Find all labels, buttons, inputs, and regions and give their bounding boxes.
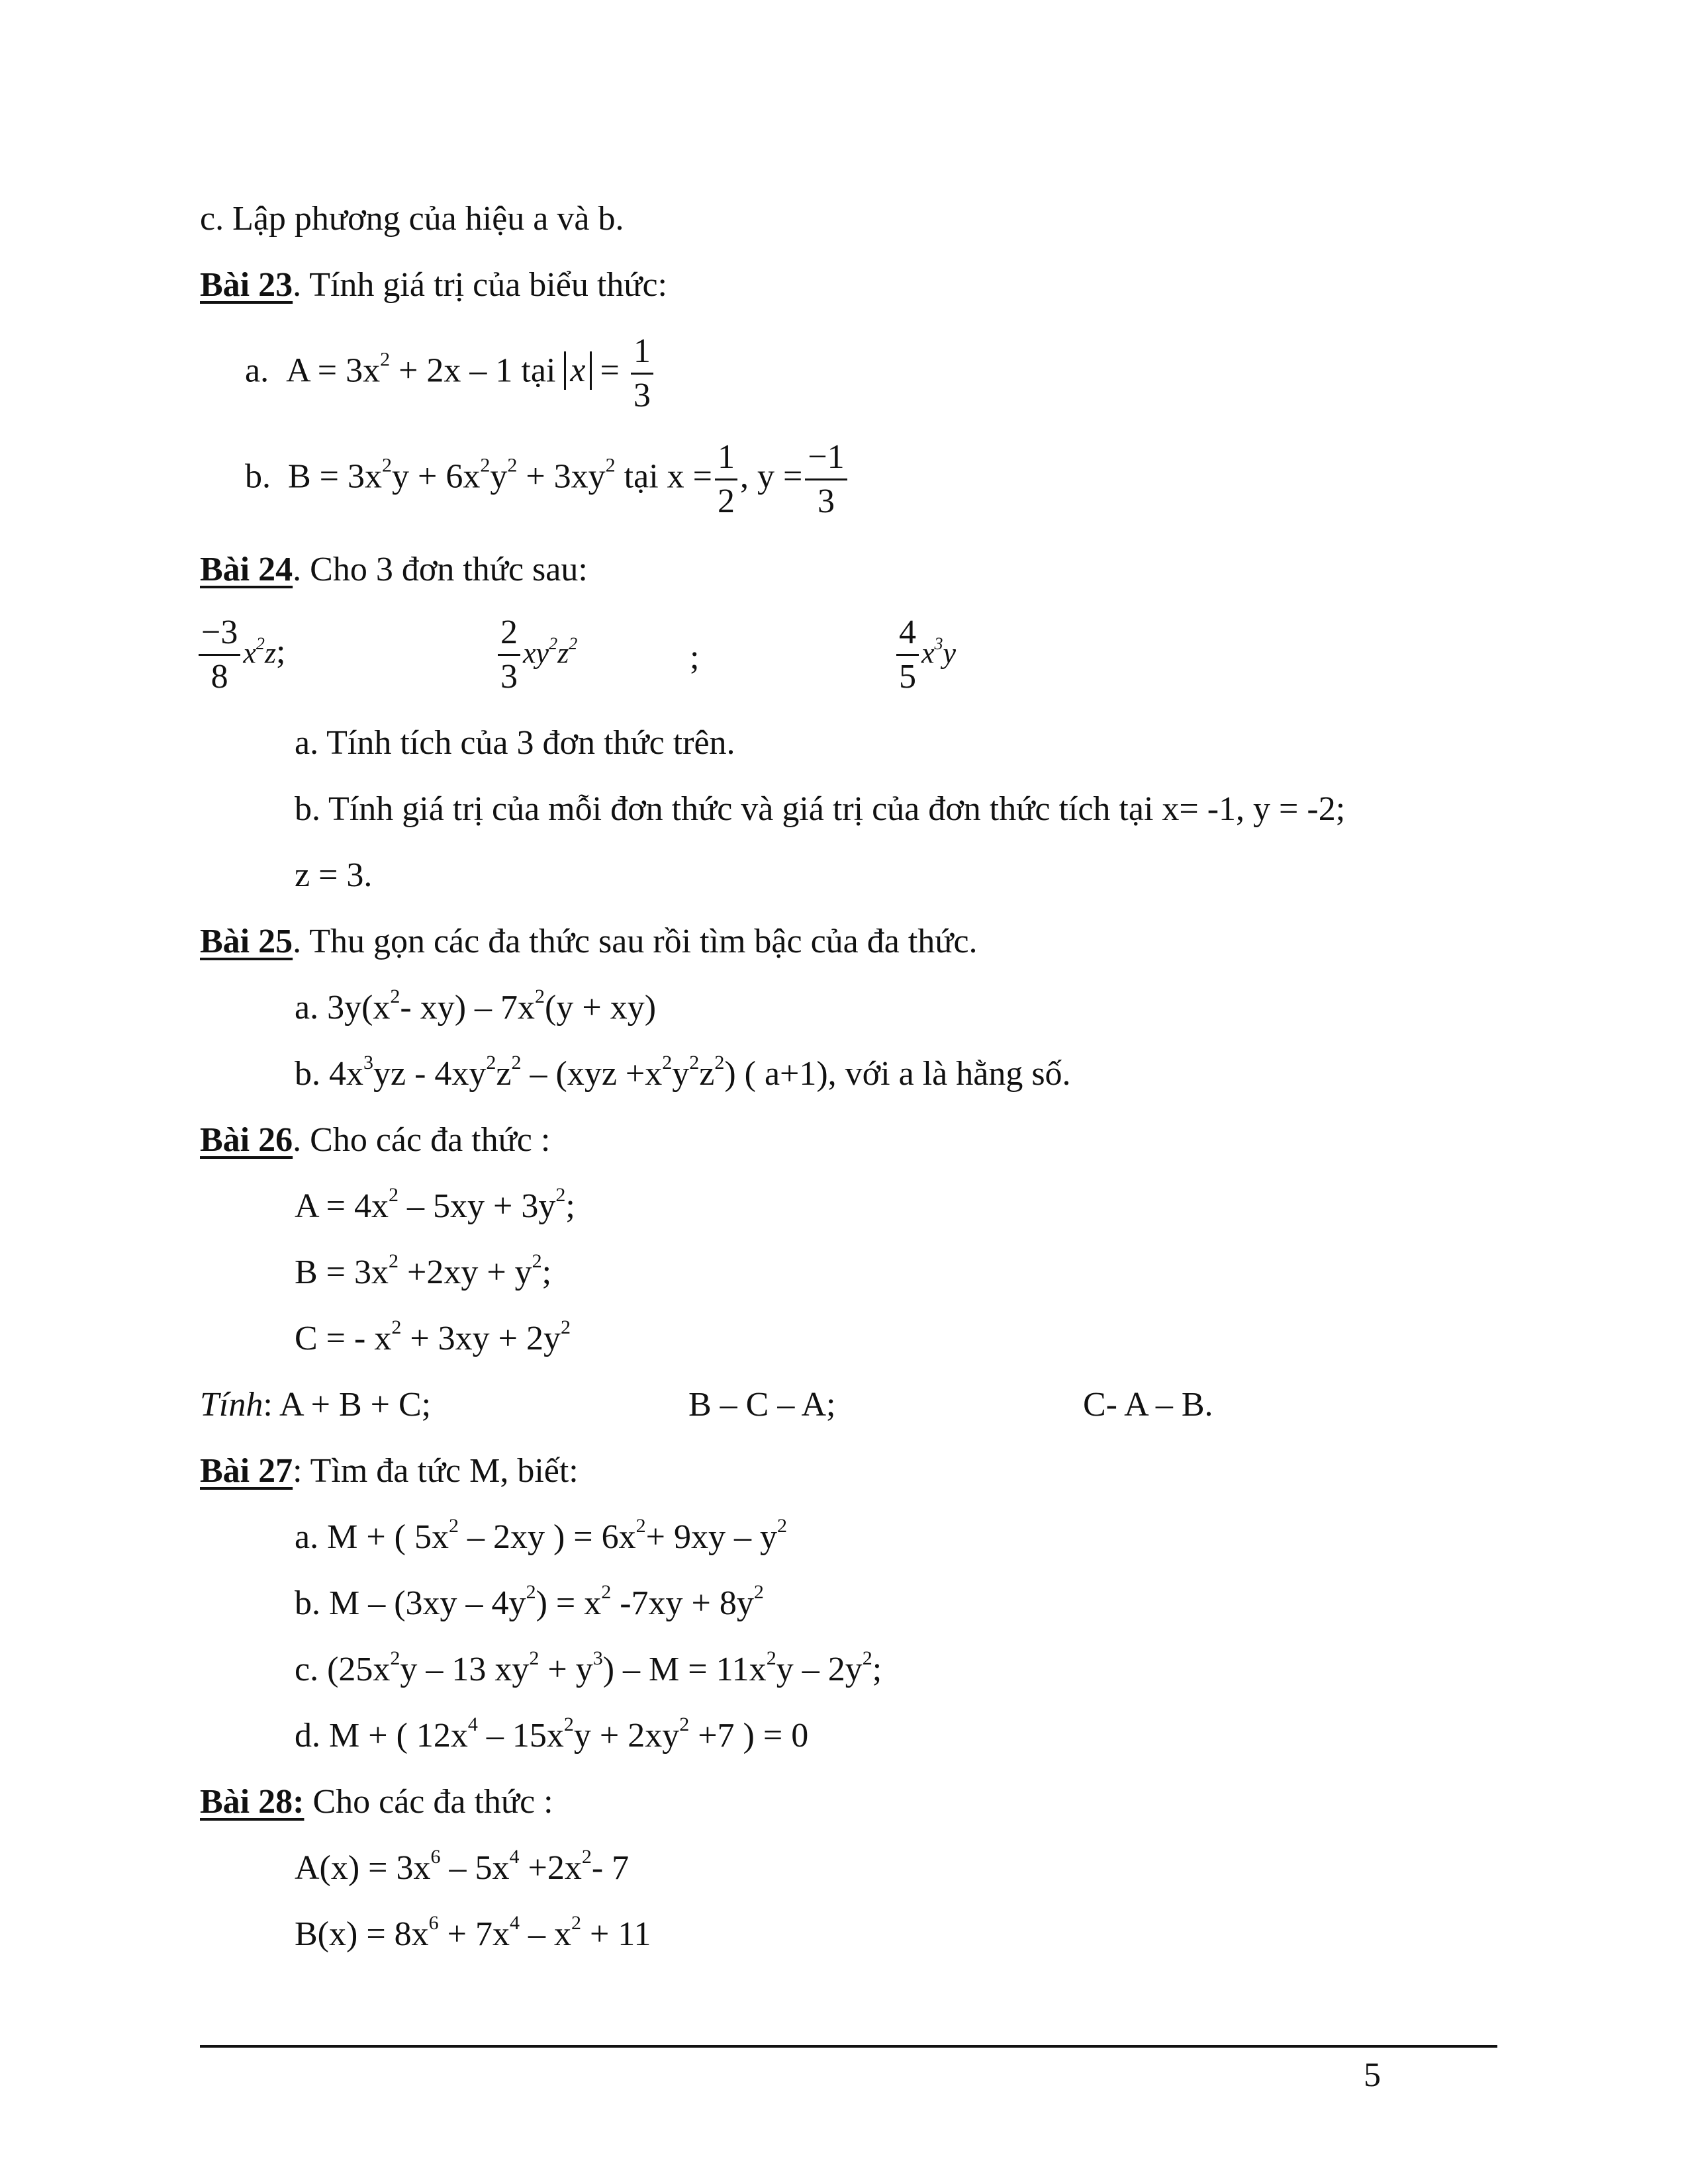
bai27-heading: Bài 27: Tìm đa tức M, biết: bbox=[200, 1452, 579, 1490]
bai24-monomial-2: $\frac{2}{3}$ $xy^2z^2$ bbox=[495, 615, 577, 694]
bai25-heading: Bài 25. Thu gọn các đa thức sau rồi tìm bậc của đa thức. bbox=[200, 923, 978, 960]
fraction-minus-one-third: $\frac{-1}{3}$ bbox=[805, 440, 847, 519]
page-number: 5 bbox=[1364, 2056, 1381, 2094]
footer-rule bbox=[200, 2045, 1497, 2048]
bai26-tinh-2: B – C – A; bbox=[688, 1386, 836, 1424]
bai28-B: $B(x) = 8x^6 + 7x^4 - x^2 + 11$ bbox=[295, 1912, 651, 1953]
bai28-A: $A(x) = 3x^6 - 5x^4 +2x^2-$ 7 bbox=[295, 1846, 630, 1887]
bai23-a: a. $A = 3x^2 + 2x - 1$ tại x = $\frac{1}{3}$ bbox=[245, 334, 656, 413]
bai27-c: c. ($25x^2y - 13$ $xy^2 + y^3) - M = 11x^2y - 2y^2$; bbox=[295, 1647, 882, 1688]
bai24-monomial-3: $\frac{4}{5}$ $x^3y$ bbox=[894, 615, 956, 694]
bai26-tinh-1: Tính: A + B + C; bbox=[200, 1386, 432, 1424]
bai25-b: b. $4x^3yz - 4xy^2z^2 - (xyz +x^2y^2z^2)$ ( a+1), với a là hằng số. bbox=[295, 1052, 1071, 1093]
bai24-monomial-1: $\frac{-3}{8}$ $x^2z$; bbox=[196, 615, 285, 694]
bai27-d: d. M + ( $12x^4 - 15x^2y + 2xy^2 +7$ ) = 0 bbox=[295, 1713, 809, 1754]
fraction-one-third: $\frac{1}{3}$ bbox=[631, 334, 653, 413]
bai26-heading: Bài 26. Cho các đa thức : bbox=[200, 1121, 551, 1159]
bai27-title: Bài 27 bbox=[200, 1452, 293, 1490]
bai24-title: Bài 24 bbox=[200, 551, 293, 588]
bai24-sep-2: ; bbox=[690, 639, 700, 676]
bai24-heading: Bài 24. Cho 3 đơn thức sau: bbox=[200, 551, 588, 588]
bai24-b: b. Tính giá trị của mỗi đơn thức và giá trị của đơn thức tích tại x= -1, y = -2; bbox=[295, 790, 1346, 828]
bai28-title: Bài 28: bbox=[200, 1783, 305, 1821]
bai24-a: a. Tính tích của 3 đơn thức trên. bbox=[295, 724, 735, 762]
bai26-A: $A = 4x^2 - 5xy + 3y^2$; bbox=[295, 1184, 575, 1225]
bai23-heading: Bài 23. Tính giá trị của biểu thức: bbox=[200, 266, 667, 304]
bai25-title: Bài 25 bbox=[200, 923, 293, 960]
bai27-b: b. $M - (3xy - 4y^2) = x^2$ $-7xy + 8y^2$ bbox=[295, 1581, 764, 1622]
bai24-b-cont: z = 3. bbox=[295, 856, 373, 894]
bai26-C: C = - $x^2 + 3xy + 2y^2$ bbox=[295, 1316, 571, 1357]
bai25-a: a. $3y(x^2-$ $xy) - 7x^2(y + xy)$ bbox=[295, 985, 657, 1026]
abs-x: x bbox=[564, 351, 591, 389]
bai26-title: Bài 26 bbox=[200, 1121, 293, 1159]
bai28-heading: Bài 28: Cho các đa thức : bbox=[200, 1783, 553, 1821]
bai26-tinh-3: C- A – B. bbox=[1083, 1386, 1213, 1424]
fraction-one-half: $\frac{1}{2}$ bbox=[715, 440, 737, 519]
bai23-title: Bài 23 bbox=[200, 266, 293, 304]
bai26-B: $B = 3x^2 +2xy + y^2$; bbox=[295, 1250, 552, 1291]
line-c-cube: c. Lập phương của hiệu a và b. bbox=[200, 200, 624, 238]
bai27-a: a. M + ( $5x^2 - 2xy$ ) = $6x^2+ 9xy - y^2$ bbox=[295, 1515, 787, 1556]
bai23-b: b. $B = 3x^2y + 6x^2y^2 + 3xy^2$ tại x = $\frac{1}{2}$ , y = $\frac{-1}{3}$ bbox=[245, 440, 850, 519]
